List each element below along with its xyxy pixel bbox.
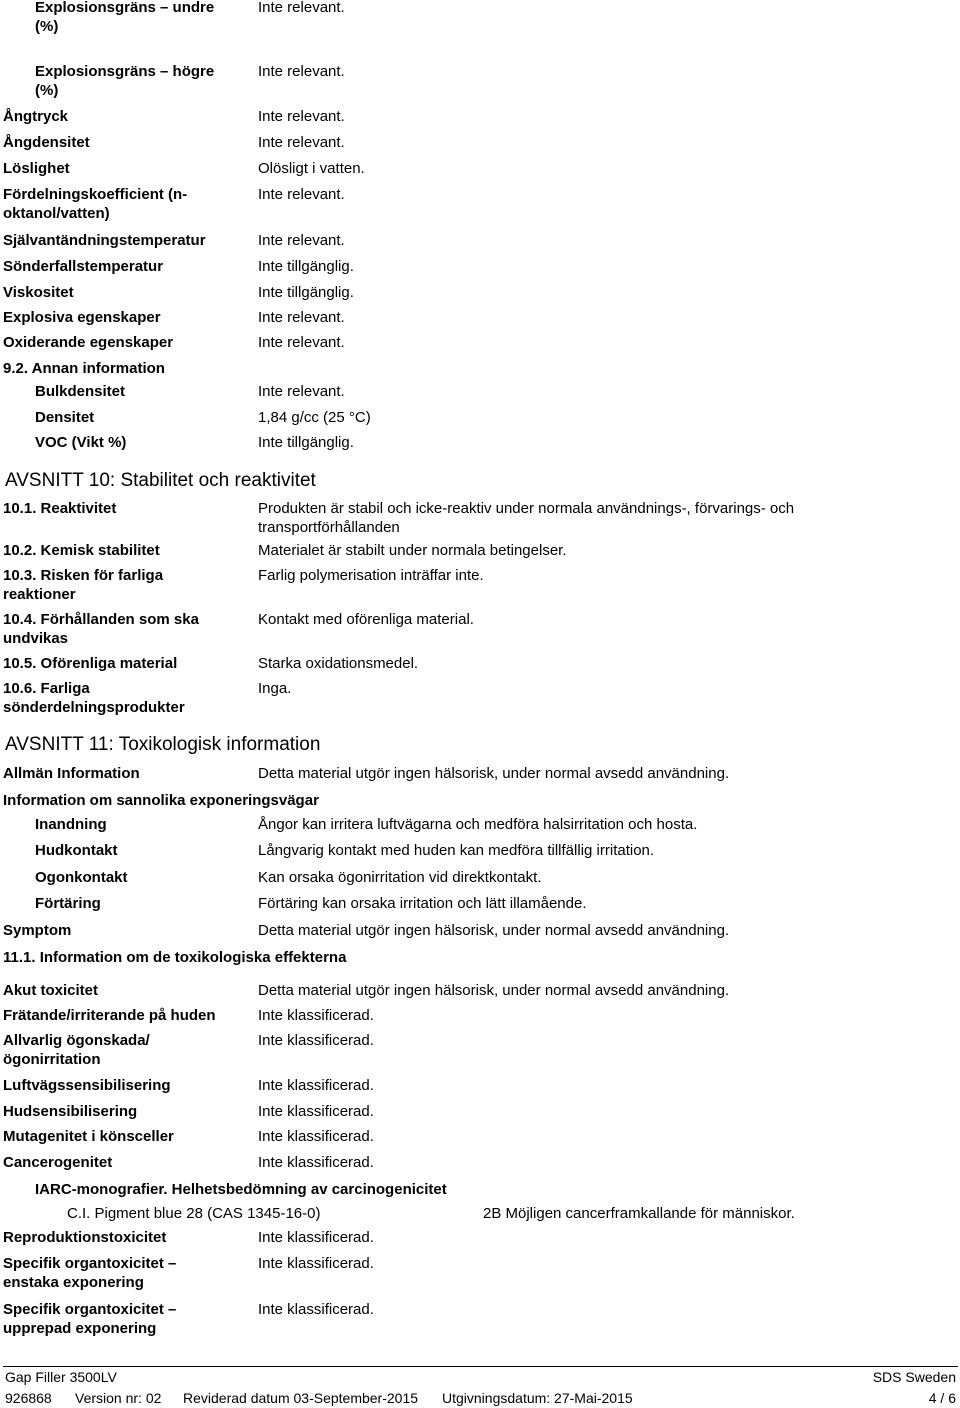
effect-label: Cancerogenitet (3, 1154, 113, 1171)
route-label: Ogonkontakt (35, 869, 128, 886)
prop-label: Bulkdensitet (35, 383, 126, 400)
general-info-label: Allmän Information (3, 765, 140, 782)
prop-value: Starka oxidationsmedel. (258, 655, 419, 672)
effect-label: Luftvägssensibilisering (3, 1077, 171, 1094)
footer-divider (3, 1366, 958, 1367)
effect-label: Allvarlig ögonskada/ögonirritation (3, 1032, 150, 1068)
prop-value: Inte relevant. (258, 309, 345, 326)
effect-value: Detta material utgör ingen hälsorisk, under normal avsedd användning. (258, 982, 730, 999)
prop-value: Inte tillgänglig. (258, 434, 354, 451)
effect-value: Inte klassificerad. (258, 1229, 374, 1246)
iarc-heading: IARC-monografier. Helhetsbedömning av carcinogenicitet (35, 1181, 447, 1198)
prop-label: Sönderfallstemperatur (3, 258, 164, 275)
effect-label: Mutagenitet i könsceller (3, 1128, 174, 1145)
effect-label: Specifik organtoxicitet – enstaka exponering (3, 1255, 177, 1291)
prop-value: Olösligt i vatten. (258, 160, 365, 177)
symptom-label: Symptom (3, 922, 72, 939)
prop-label: 10.6. Farliga sönderdelningsprodukter (3, 680, 185, 716)
prop-value: Inte relevant. (258, 108, 345, 125)
prop-value: Materialet är stabilt under normala betingelser. (258, 542, 567, 559)
route-value: Ångor kan irritera luftvägarna och medföra halsirritation och hosta. (258, 816, 698, 833)
effects-heading: 11.1. Information om de toxikologiska effekterna (3, 949, 347, 966)
prop-value: Kontakt med oförenliga material. (258, 611, 474, 628)
route-label: Förtäring (35, 895, 101, 912)
prop-value: Produkten är stabil och icke-reaktiv under normala användnings-, förvarings- och transportförhållanden (258, 500, 795, 536)
effect-label: Hudsensibilisering (3, 1103, 138, 1120)
iarc-substance: C.I. Pigment blue 28 (CAS 1345-16-0) (67, 1205, 321, 1222)
effect-value: Inte klassificerad. (258, 1007, 374, 1024)
prop-value: 1,84 g/cc (25 °C) (258, 409, 371, 426)
effect-value: Inte klassificerad. (258, 1255, 374, 1272)
prop-label: 10.2. Kemisk stabilitet (3, 542, 160, 559)
route-value: Förtäring kan orsaka irritation och lätt illamående. (258, 895, 587, 912)
prop-label: Explosiva egenskaper (3, 309, 161, 326)
effect-value: Inte klassificerad. (258, 1128, 374, 1145)
footer-doc-number: 926868 (5, 1390, 52, 1406)
prop-value: Inte tillgänglig. (258, 258, 354, 275)
prop-label: 10.1. Reaktivitet (3, 500, 117, 517)
prop-value: Inte relevant. (258, 134, 345, 151)
prop-label: 10.4. Förhållanden som ska undvikas (3, 611, 199, 647)
footer-version: Version nr: 02 (75, 1390, 162, 1406)
prop-label: 10.3. Risken för farliga reaktioner (3, 567, 164, 603)
footer-doc-type: SDS Sweden (872, 1369, 956, 1385)
routes-heading: Information om sannolika exponeringsvägar (3, 792, 319, 809)
prop-value: Inte relevant. (258, 383, 345, 400)
effect-value: Inte klassificerad. (258, 1103, 374, 1120)
prop-value: Inte relevant. (258, 186, 345, 203)
route-label: Inandning (35, 816, 107, 833)
prop-label: 10.5. Oförenliga material (3, 655, 178, 672)
footer-product: Gap Filler 3500LV (5, 1369, 117, 1385)
effect-label: Frätande/irriterande på huden (3, 1007, 216, 1024)
route-value: Kan orsaka ögonirritation vid direktkontakt. (258, 869, 542, 886)
prop-label: Självantändningstemperatur (3, 232, 206, 249)
route-label: Hudkontakt (35, 842, 118, 859)
footer-page-number: 4 / 6 (928, 1390, 956, 1406)
prop-value: Inte relevant. (258, 232, 345, 249)
effect-value: Inte klassificerad. (258, 1077, 374, 1094)
prop-label: Ångtryck (3, 108, 69, 125)
effect-value: Inte klassificerad. (258, 1032, 374, 1049)
effect-label: Akut toxicitet (3, 982, 99, 999)
prop-label: Explosionsgräns – högre (%) (35, 63, 215, 99)
effect-label: Specifik organtoxicitet – upprepad exponering (3, 1301, 177, 1337)
subsection-heading: 9.2. Annan information (3, 360, 165, 377)
effect-value: Inte klassificerad. (258, 1301, 374, 1318)
prop-label: VOC (Vikt %) (35, 434, 127, 451)
prop-label: Oxiderande egenskaper (3, 334, 174, 351)
prop-label: Fördelningskoefficient (n-oktanol/vatten) (3, 186, 188, 222)
prop-value: Inte tillgänglig. (258, 284, 354, 301)
prop-label: Löslighet (3, 160, 70, 177)
footer-issue-date: Utgivningsdatum: 27-Mai-2015 (442, 1390, 633, 1406)
iarc-classification: 2B Möjligen cancerframkallande för människor. (483, 1205, 795, 1222)
symptom-value: Detta material utgör ingen hälsorisk, under normal avsedd användning. (258, 922, 730, 939)
prop-value: Inte relevant. (258, 334, 345, 351)
prop-value: Farlig polymerisation inträffar inte. (258, 567, 484, 584)
effect-value: Inte klassificerad. (258, 1154, 374, 1171)
prop-value: Inga. (258, 680, 292, 697)
footer-revised-date: Reviderad datum 03-September-2015 (183, 1390, 419, 1406)
prop-value: Inte relevant. (258, 0, 345, 16)
prop-value: Inte relevant. (258, 63, 345, 80)
prop-label: Explosionsgräns – undre (%) (35, 0, 215, 35)
section10-title: AVSNITT 10: Stabilitet och reaktivitet (5, 470, 316, 491)
prop-label: Viskositet (3, 284, 74, 301)
prop-label: Ångdensitet (3, 134, 90, 151)
route-value: Långvarig kontakt med huden kan medföra tillfällig irritation. (258, 842, 655, 859)
prop-label: Densitet (35, 409, 95, 426)
general-info-value: Detta material utgör ingen hälsorisk, under normal avsedd användning. (258, 765, 730, 782)
effect-label: Reproduktionstoxicitet (3, 1229, 167, 1246)
section11-title: AVSNITT 11: Toxikologisk information (5, 734, 321, 755)
